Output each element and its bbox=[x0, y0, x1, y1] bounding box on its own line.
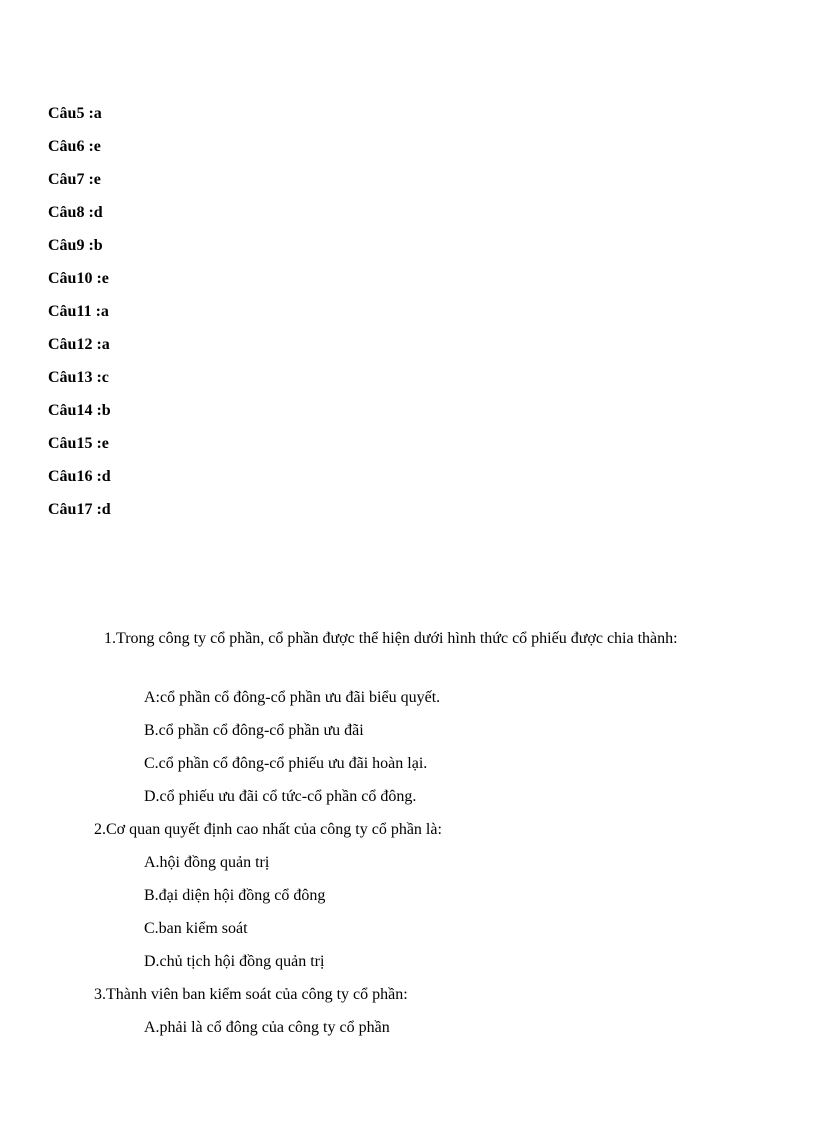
answer-item: Câu10 :e bbox=[48, 270, 109, 287]
question-2-option-b: B.đại diện hội đồng cổ đông bbox=[144, 887, 326, 904]
question-1-option-a: A:cổ phần cổ đông-cổ phần ưu đãi biểu quyết. bbox=[144, 689, 441, 706]
answer-item: Câu5 :a bbox=[48, 105, 102, 122]
answer-item: Câu11 :a bbox=[48, 303, 109, 320]
answer-item: Câu6 :e bbox=[48, 138, 101, 155]
answer-item: Câu12 :a bbox=[48, 336, 110, 353]
question-2-option-c: C.ban kiểm soát bbox=[144, 920, 248, 937]
answer-item: Câu13 :c bbox=[48, 369, 109, 386]
question-2-option-d: D.chủ tịch hội đồng quản trị bbox=[144, 953, 325, 970]
question-2-text: 2.Cơ quan quyết định cao nhất của công ty cổ phần là: bbox=[94, 821, 442, 838]
question-1-option-c: C.cổ phần cổ đông-cổ phiếu ưu đãi hoàn lại. bbox=[144, 755, 428, 772]
answer-item: Câu7 :e bbox=[48, 171, 101, 188]
answer-item: Câu17 :d bbox=[48, 501, 111, 518]
question-1-option-d: D.cổ phiếu ưu đãi cổ tức-cổ phần cổ đông. bbox=[144, 788, 417, 805]
answer-item: Câu8 :d bbox=[48, 204, 103, 221]
answer-item: Câu14 :b bbox=[48, 402, 111, 419]
answer-item: Câu9 :b bbox=[48, 237, 103, 254]
answer-item: Câu15 :e bbox=[48, 435, 109, 452]
question-1-option-b: B.cổ phần cổ đông-cổ phần ưu đãi bbox=[144, 722, 364, 739]
question-1-text: 1.Trong công ty cổ phần, cổ phần được thể hiện dưới hình thức cổ phiếu được chia thành: bbox=[104, 630, 678, 647]
answer-item: Câu16 :d bbox=[48, 468, 111, 485]
question-3-option-a: A.phải là cổ đông của công ty cổ phần bbox=[144, 1019, 390, 1036]
question-2-option-a: A.hội đồng quản trị bbox=[144, 854, 270, 871]
question-3-text: 3.Thành viên ban kiểm soát của công ty cổ phần: bbox=[94, 986, 408, 1003]
